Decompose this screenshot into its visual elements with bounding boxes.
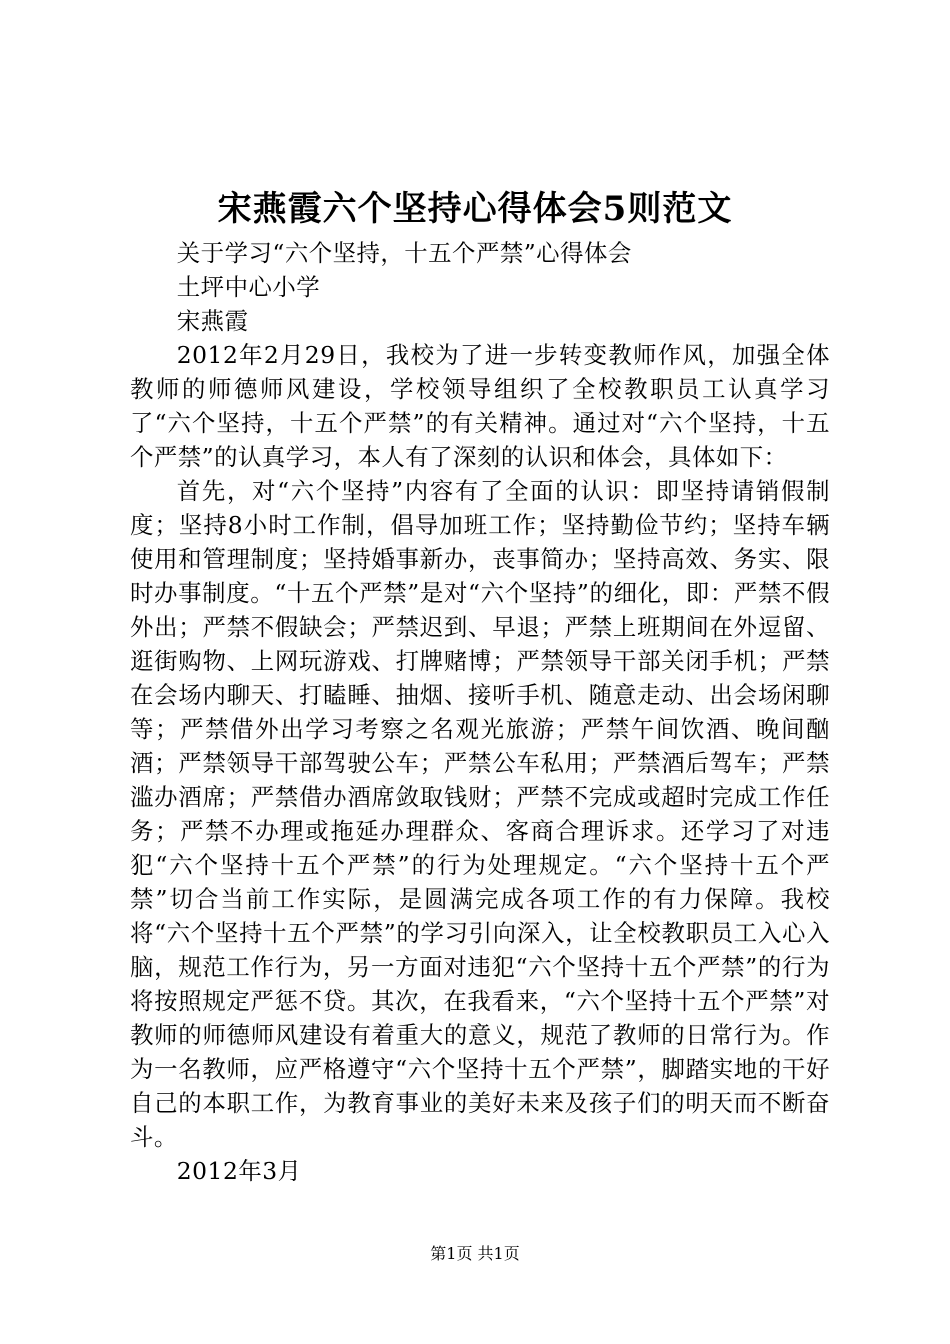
subtitle-line: 关于学习“六个坚持，十五个严禁”心得体会 <box>176 239 632 267</box>
body-paragraph: 首先，对“六个坚持”内容有了全面的认识：即坚持请销假制度；坚持8小时工作制，倡导加班工作；坚持勤俭节约；坚持车辆使用和管理制度；坚持婚事新办，丧事简办；坚持高效、务实、限时办事制度。“十五个严禁”是对“六个坚持”的细化，即：严禁不假外出；严禁不假缺会；严禁迟到、早退；严禁上班期间在外逗留、逛街购物、上网玩游戏、打牌赌博；严禁领导干部关闭手机；严禁在会场内聊天、打瞌睡、抽烟、接听手机、随意走动、出会场闲聊等；严禁借外出学习考察之名观光旅游；严禁午间饮酒、晚间酗酒；严禁领导干部驾驶公车；严禁公车私用；严禁酒后驾车；严禁滥办酒席；严禁借办酒席敛取钱财；严禁不完成或超时完成工作任务；严禁不办理或拖延办理群众、客商合理诉求。还学习了对违犯“六个坚持十五个严禁”的行为处理规定。“六个坚持十五个严禁”切合当前工作实际，是圆满完成各项工作的有力保障。我校将“六个坚持十五个严禁”的学习引向深入，让全校教职员工入心入脑，规范工作行为，另一方面对违犯“六个坚持十五个严禁”的行为将按照规定严惩不贷。其次，在我看来，“六个坚持十五个严禁”对教师的师德师风建设有着重大的意义，规范了教师的日常行为。作为一名教师，应严格遵守“六个坚持十五个严禁”，脚踏实地的干好自己的本职工作，为教育事业的美好未来及孩子们的明天而不断奋斗。 <box>130 477 830 1151</box>
school-line: 土坪中心小学 <box>176 273 321 301</box>
document-title: 宋燕霞六个坚持心得体会5则范文 <box>217 189 733 229</box>
author-line: 宋燕霞 <box>176 307 249 335</box>
page-footer: 第1页 共1页 <box>430 1244 520 1263</box>
date-line: 2012年3月 <box>176 1157 302 1185</box>
document-body <box>130 236 830 1188</box>
body-paragraph: 2012年2月29日，我校为了进一步转变教师作风，加强全体教师的师德师风建设，学校领导组织了全校教职员工认真学习了“六个坚持，十五个严禁”的有关精神。通过对“六个坚持，十五个严禁”的认真学习，本人有了深刻的认识和体会，具体如下： <box>130 341 830 471</box>
